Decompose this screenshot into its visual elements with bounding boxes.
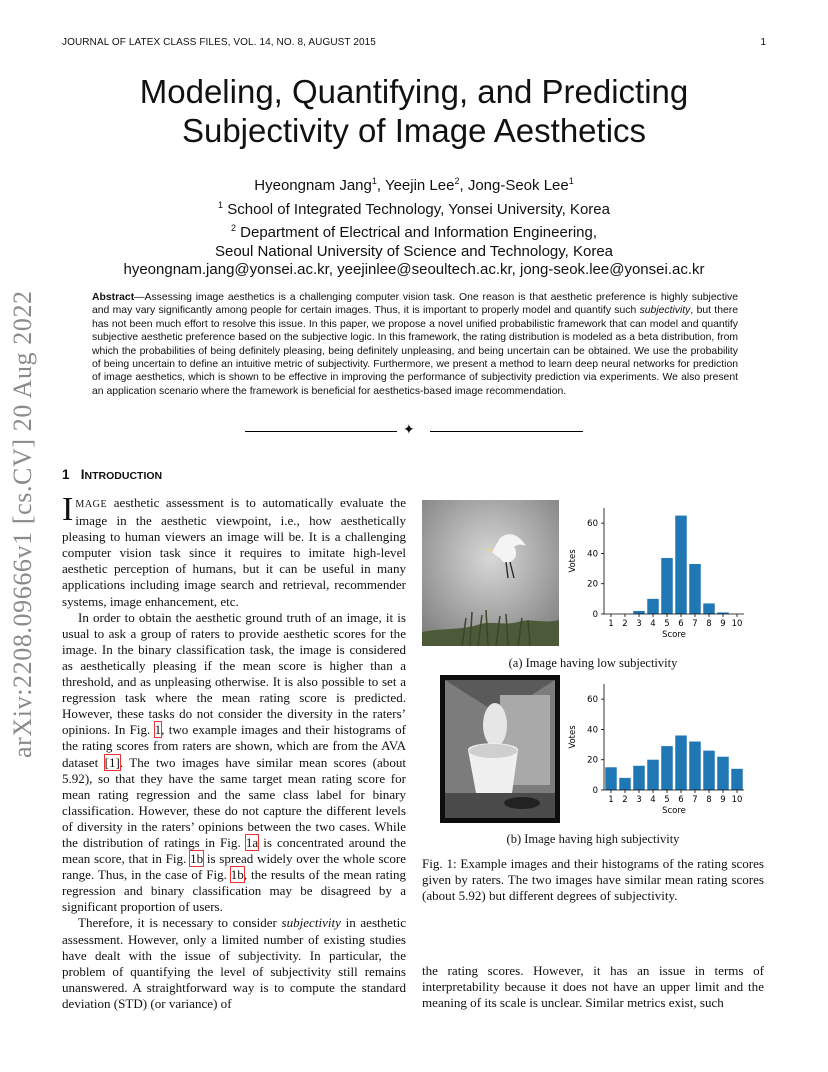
histogram-high-subjectivity (562, 676, 762, 820)
paragraph-text: aesthetic assessment is to automatically evaluate the image in the aesthetic viewpoint, i.e., how aesthetically pleasing to human viewers an image will be. It is a challenging computer vision task since it requires to imitate high-level aesthetic perception of humans, but it can be useful in many applications including image search and retrieval, recommender systems, image enhancement, etc. (62, 495, 406, 609)
x-tick-label: 4 (650, 795, 656, 805)
bar (647, 599, 658, 614)
paragraph (62, 915, 406, 1012)
abstract-text: , but there has not been much effort to resolve this issue. In this paper, we propose a novel unified probabilistic framework that can model and quantify subjective aesthetic preference based on the subjective logic. In this framework, the rating distribution is modeled as a beta distribution, from which the probabilities of being definitely pleasing, being definitely unpleasing, and being uncertain can be obtained. We use the probability of being uncertain to define an intuitive metric of subjectivity. Furthermore, we present a method to learn deep neural networks for prediction of image aesthetics, which is shown to be effective in improving the performance of subjectivity prediction via experiments. We also present an application scenario where the framework is beneficial for aesthetics-based image recommendation. (92, 305, 738, 397)
affil-sup: 2 (230, 223, 236, 233)
x-tick-label: 10 (731, 795, 743, 805)
abstract (92, 291, 738, 398)
author-name: Hyeongnam Jang (254, 177, 372, 194)
x-tick-label: 4 (650, 619, 656, 629)
figure-caption: Fig. 1: Example images and their histograms of the rating scores given by raters. The two images have similar mean rating scores (about 5.92) but different degrees of subjectivity. (422, 856, 764, 904)
paragraph-text: In order to obtain the aesthetic ground truth of an image, it is usual to ask a group of raters to provide aesthetic scores for the image. In the binary classification task, the image is considered as aesthetically pleasing if the mean score is higher than a threshold, and as unpleasing otherwise. It is also possible to set a regression task where the mean rating score is predicted. However, these tasks do not consider the diversity in the raters’ opinions. In Fig. (62, 609, 406, 738)
paragraph-text: . The two images have similar mean scores (about 5.92), so that they have the same target mean rating score for mean rating regression and the same class label for binary classification. However, these do not capture the different levels of diversity in the raters’ opinions between the two cases. While the distribution of ratings in Fig. (62, 754, 406, 850)
body-left-column (62, 491, 407, 1012)
x-tick-label: 6 (678, 795, 684, 805)
bar (675, 735, 686, 790)
bar (605, 767, 616, 790)
separator-line (430, 431, 583, 432)
italic-text: subjectivity (281, 915, 341, 931)
x-tick-label: 3 (636, 795, 642, 805)
paragraph (62, 491, 406, 610)
small-caps-text: MAGE (75, 499, 108, 510)
author-name: Yeejin Lee (384, 177, 455, 194)
x-tick-label: 7 (692, 619, 698, 629)
bar (703, 751, 714, 790)
paragraph-text: , two example images and their histograms of the rating scores from raters are shown, which are from the AVA dataset (62, 722, 407, 770)
section-title-first: I (80, 467, 85, 482)
paragraph (62, 610, 406, 916)
affiliation-1 (0, 196, 828, 220)
author-name: Jong-Seok Lee (467, 177, 569, 194)
paragraph-text: is concentrated around the mean score, that in Fig. (62, 834, 406, 867)
bar (619, 778, 630, 790)
bar (647, 760, 658, 790)
x-tick-label: 9 (720, 619, 726, 629)
bar (675, 516, 686, 614)
paper-title (0, 72, 828, 150)
y-tick-label: 40 (587, 725, 598, 736)
affil-sup: 1 (218, 199, 224, 210)
title-line-2: Subjectivity of Image Aesthetics (181, 112, 647, 149)
x-tick-label: 3 (636, 619, 642, 629)
photo-egret (422, 500, 559, 646)
x-tick-label: 7 (692, 795, 698, 805)
photo-toilet (440, 675, 560, 823)
affiliation-2b: Seoul National University of Science and Technology, Korea (214, 242, 613, 260)
y-tick-label: 20 (587, 579, 598, 590)
x-tick-label: 1 (608, 795, 614, 805)
paragraph-text: is spread widely over the whole score range. Thus, in the case of Fig. (62, 851, 406, 883)
y-tick-label: 0 (592, 610, 598, 620)
x-tick-label: 8 (706, 619, 712, 629)
figure-ref-link[interactable]: 1 (154, 722, 162, 738)
histogram-low-subjectivity (562, 500, 762, 644)
bar (731, 769, 742, 790)
affiliation-2 (0, 219, 828, 243)
x-tick-label: 10 (731, 619, 743, 629)
abstract-label: Abstract (92, 292, 135, 303)
running-header: JOURNAL OF LATEX CLASS FILES, VOL. 14, NO. 8, AUGUST 2015 (62, 37, 376, 48)
section-heading (62, 467, 162, 482)
author-sup: 1 (568, 176, 574, 186)
x-axis-label: Score (662, 630, 686, 640)
section-title-rest: NTRODUCTION (84, 470, 163, 482)
bar (661, 746, 672, 790)
x-tick-label: 2 (622, 795, 628, 805)
x-tick-label: 1 (608, 619, 614, 629)
abstract-text: —Assessing image aesthetics is a challenging computer vision task. One reason is that aesthetic preference is highly subjective and may vary significantly among people for certain images. Thus, it is important to properly model and quantify such (92, 292, 738, 317)
bar (633, 611, 644, 614)
y-tick-label: 20 (587, 755, 598, 766)
x-tick-label: 5 (664, 795, 670, 805)
author-emails: hyeongnam.jang@yonsei.ac.kr, yeejinlee@seoultech.ac.kr, jong-seok.lee@yonsei.ac.kr (123, 261, 705, 278)
author-block (0, 172, 828, 280)
body-right-column-text: the rating scores. However, it has an issue in terms of interpretability because it does not have an upper limit and the meaning of its scale is unclear. Similar metrics exist, such (422, 963, 764, 1011)
figure-ref-link[interactable]: 1b (230, 867, 244, 883)
x-tick-label: 2 (622, 619, 628, 629)
figure-ref-link[interactable]: 1a (245, 834, 259, 850)
paragraph-text: in aesthetic assessment. However, only a limited number of existing studies have dealt with the issue of subjectivity. In particular, the problem of quantifying the level of subjectivity still remains unanswered. A straightforward way is to compute the standard deviation (STD) (or variance) of (62, 915, 406, 1011)
page-number: 1 (760, 37, 766, 48)
bar (717, 757, 728, 790)
bar (689, 742, 700, 790)
y-axis-label: Votes (568, 549, 578, 573)
bar (661, 558, 672, 614)
y-axis-label: Votes (568, 725, 578, 749)
affiliation-text: School of Integrated Technology, Yonsei University, Korea (227, 200, 610, 218)
x-axis-label: Score (662, 806, 686, 816)
author-sup: 1 (371, 176, 377, 186)
separator-star-icon: ✦ (403, 422, 415, 438)
drop-cap: I (62, 491, 74, 528)
author-names: Hyeongnam Jang$^1$, Yeejin Lee$^2$, Jong-Seok Lee$^1$ (254, 176, 574, 194)
section-number: 1 (62, 467, 70, 482)
title-line-1: Modeling, Quantifying, and Predicting (139, 73, 689, 110)
paragraph-text: Therefore, it is necessary to consider (78, 915, 282, 931)
separator-line (245, 431, 397, 432)
citation-link[interactable]: [1] (104, 754, 120, 770)
figure-ref-link[interactable]: 1b (190, 851, 204, 867)
y-tick-label: 0 (592, 786, 598, 796)
x-tick-label: 9 (720, 795, 726, 805)
subfigure-caption-a: (a) Image having low subjectivity (508, 656, 678, 670)
author-sup: 2 (454, 176, 460, 186)
subfigure-caption-b: (b) Image having high subjectivity (506, 832, 680, 846)
abstract-italic: subjectivity (639, 305, 691, 317)
paragraph-text: , the results of the mean rating regression and binary classification may be disagreed by a significant proportion of users. (62, 867, 406, 915)
bar (703, 603, 714, 614)
bar (689, 564, 700, 614)
affiliation-text: Department of Electrical and Information Engineering, (240, 224, 598, 241)
y-tick-label: 40 (587, 549, 598, 560)
x-tick-label: 5 (664, 619, 670, 629)
x-tick-label: 6 (678, 619, 684, 629)
y-tick-label: 60 (587, 695, 598, 706)
y-tick-label: 60 (587, 519, 598, 530)
arxiv-stamp: arXiv:2208.09666v1 [cs.CV] 20 Aug 2022 (8, 290, 37, 758)
x-tick-label: 8 (706, 795, 712, 805)
bar (633, 766, 644, 790)
